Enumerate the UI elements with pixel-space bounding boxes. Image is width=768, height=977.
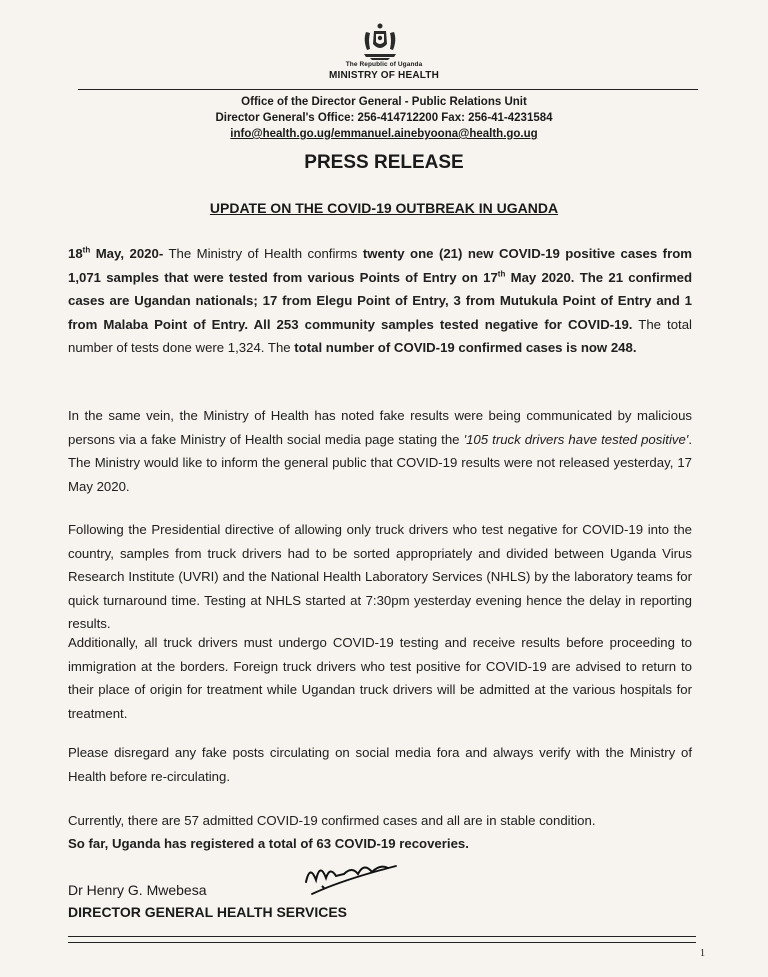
office-line: Office of the Director General - Public Relations Unit bbox=[241, 96, 527, 108]
press-release-heading: PRESS RELEASE bbox=[304, 152, 464, 173]
contact-email-link[interactable]: info@health.go.ug/emmanuel.ainebyoona@health.go.ug bbox=[230, 128, 538, 140]
paragraph-truck-drivers-testing: Following the Presidential directive of allowing only truck drivers who test negative for COVID-19 into the country, samples from truck drivers had to be sorted appropriately and divided between Uganda Virus Research Institute (UVRI) and the National Health Laboratory Services (NHLS) by the laboratory teams for quick turnaround time. Testing at NHLS started at 7:30pm yesterday evening hence the delay in reporting results. bbox=[68, 522, 692, 631]
paragraph-fake-results: In the same vein, the Ministry of Health has noted fake results were being communicated by malicious persons via a fake Ministry of Health social media page stating the '105 truck drivers have tested positive'. The Ministry would like to inform the general public that COVID-19 results were not released yesterday, 17 May 2020. bbox=[68, 408, 692, 494]
page-number: 1 bbox=[700, 948, 705, 959]
letterhead-divider bbox=[78, 89, 698, 90]
republic-of-uganda-label: The Republic of Uganda bbox=[345, 61, 423, 68]
paragraph-border-immigration: Additionally, all truck drivers must undergo COVID-19 testing and receive results before proceeding to immigration at the borders. Foreign truck drivers who test positive for COVID-19 are advised to return to their place of origin for treatment while Ugandan truck drivers will be admitted at the various hospitals for treatment. bbox=[68, 635, 692, 721]
footer-divider bbox=[68, 936, 696, 943]
paragraph-disregard-fake-posts: Please disregard any fake posts circulating on social media fora and always verify with the Ministry of Health before re-circulating. bbox=[68, 745, 692, 784]
admitted-cases-line: Currently, there are 57 admitted COVID-19 confirmed cases and all are in stable condition. bbox=[68, 813, 596, 828]
recoveries-line: So far, Uganda has registered a total of 63 COVID-19 recoveries. bbox=[68, 836, 469, 851]
signatory-title: DIRECTOR GENERAL HEALTH SERVICES bbox=[68, 904, 348, 920]
paragraph-current-status bbox=[68, 809, 692, 855]
signatory-name: Dr Henry G. Mwebesa bbox=[68, 882, 207, 898]
contact-phone-line: Director General's Office: 256-414712200 Fax: 256-41-4231584 bbox=[215, 112, 553, 124]
paragraph-cases-update: 18th May, 2020- The Ministry of Health confirms twenty one (21) new COVID-19 positive cases from 1,071 samples that were tested from various Points of Entry on 17th May 2020. The 21 confirmed cases are Ugandan nationals; 17 from Elegu Point of Entry, 3 from Mutukula Point of Entry and 1 from Malaba Point of Entry. All 253 community samples tested negative for COVID-19. The total number of tests done were 1,324. The total number of COVID-19 confirmed cases is now 248. bbox=[68, 245, 693, 355]
ministry-name: MINISTRY OF HEALTH bbox=[328, 70, 440, 81]
handwritten-signature bbox=[292, 852, 412, 910]
uganda-coat-of-arms-icon bbox=[358, 22, 402, 62]
headline: UPDATE ON THE COVID-19 OUTBREAK IN UGANDA bbox=[209, 200, 559, 216]
